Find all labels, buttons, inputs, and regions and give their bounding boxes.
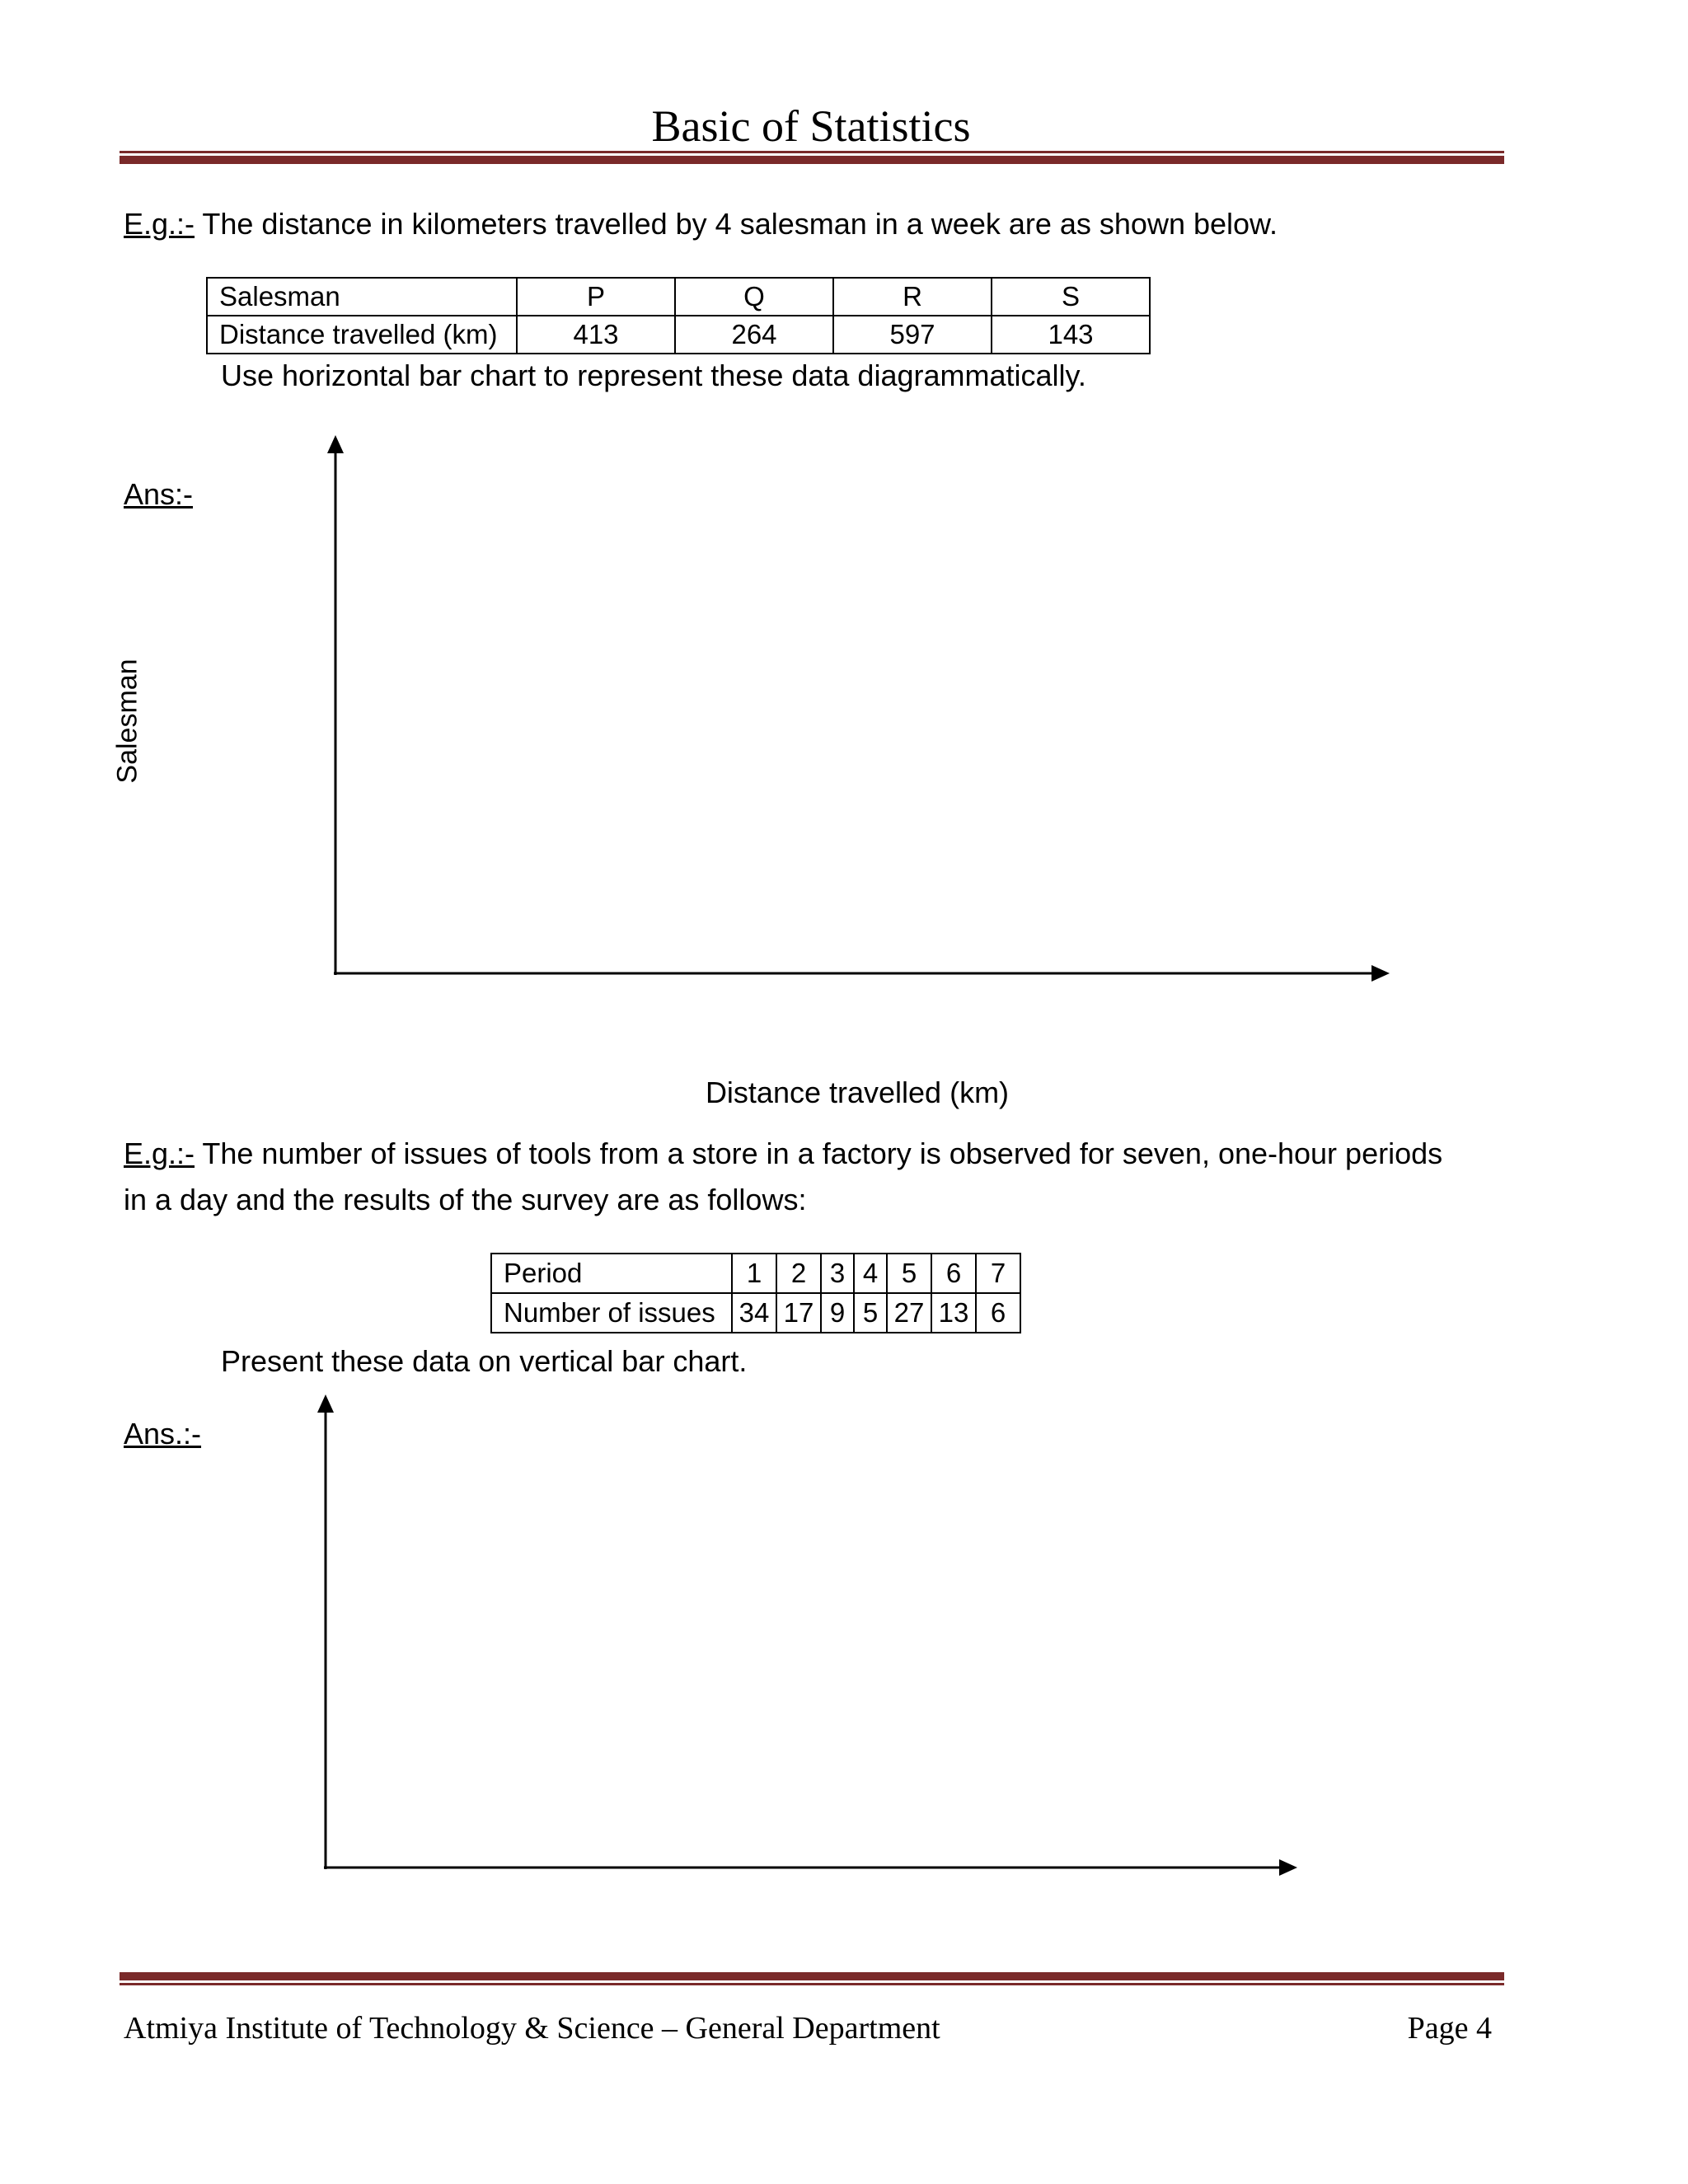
salesman-cell: S — [992, 278, 1150, 316]
example2-prefix: E.g.:- — [124, 1137, 195, 1170]
issues-cell: 13 — [931, 1293, 976, 1333]
issues-cell: 5 — [854, 1293, 887, 1333]
x-axis-label: Distance travelled (km) — [705, 1076, 1010, 1109]
example2-question-line2: in a day and the results of the survey are as follows: — [124, 1183, 807, 1216]
example1-text: The distance in kilometers travelled by 4 salesman in a week are as shown below. — [195, 207, 1278, 241]
example2-instruction: Present these data on vertical bar chart. — [221, 1344, 748, 1378]
salesman-cell: P — [517, 278, 675, 316]
chart2-axes — [317, 1394, 1297, 1876]
example1-answer-label: Ans:- — [124, 477, 194, 511]
chart2-y-arrow — [317, 1394, 334, 1413]
chart1-y-arrow — [327, 435, 344, 453]
salesman-row-label: Salesman — [207, 278, 517, 316]
period-cell: 3 — [821, 1254, 854, 1293]
distance-cell: 413 — [517, 316, 675, 354]
period-cell: 2 — [776, 1254, 821, 1293]
salesman-cell: R — [833, 278, 992, 316]
period-cell: 1 — [732, 1254, 776, 1293]
salesman-cell: Q — [675, 278, 833, 316]
period-cell: 7 — [976, 1254, 1020, 1293]
chart1-x-arrow — [1372, 965, 1390, 982]
distance-row-label: Distance travelled (km) — [207, 316, 517, 354]
y-axis-label: Salesman — [111, 658, 143, 784]
example2-answer-label: Ans.:- — [124, 1417, 202, 1451]
period-cell: 6 — [931, 1254, 976, 1293]
period-cell: 4 — [854, 1254, 887, 1293]
issues-cell: 9 — [821, 1293, 854, 1333]
issues-cell: 27 — [887, 1293, 931, 1333]
issues-cell: 34 — [732, 1293, 776, 1333]
example1-prefix: E.g.:- — [124, 207, 195, 241]
footer-page-number: Page 4 — [1407, 2011, 1492, 2046]
page-header-title: Basic of Statistics — [651, 101, 971, 151]
distance-cell: 597 — [833, 316, 992, 354]
issues-row-label: Number of issues — [491, 1293, 732, 1333]
distance-cell: 143 — [992, 316, 1150, 354]
period-cell: 5 — [887, 1254, 931, 1293]
example1-instruction: Use horizontal bar chart to represent these data diagrammatically. — [221, 359, 1086, 392]
example2-text-line1: The number of issues of tools from a store in a factory is observed for seven, one-hour periods — [195, 1137, 1443, 1170]
footer-institute: Atmiya Institute of Technology & Science – General Department — [124, 2011, 940, 2046]
distance-cell: 264 — [675, 316, 833, 354]
footer-rule-thick — [120, 1972, 1504, 1980]
footer-rule-thin — [120, 1983, 1504, 1985]
issues-cell: 17 — [776, 1293, 821, 1333]
chart1-axes — [327, 435, 1390, 982]
period-row-label: Period — [491, 1254, 732, 1293]
chart2-x-arrow — [1279, 1859, 1297, 1876]
issues-cell: 6 — [976, 1293, 1020, 1333]
